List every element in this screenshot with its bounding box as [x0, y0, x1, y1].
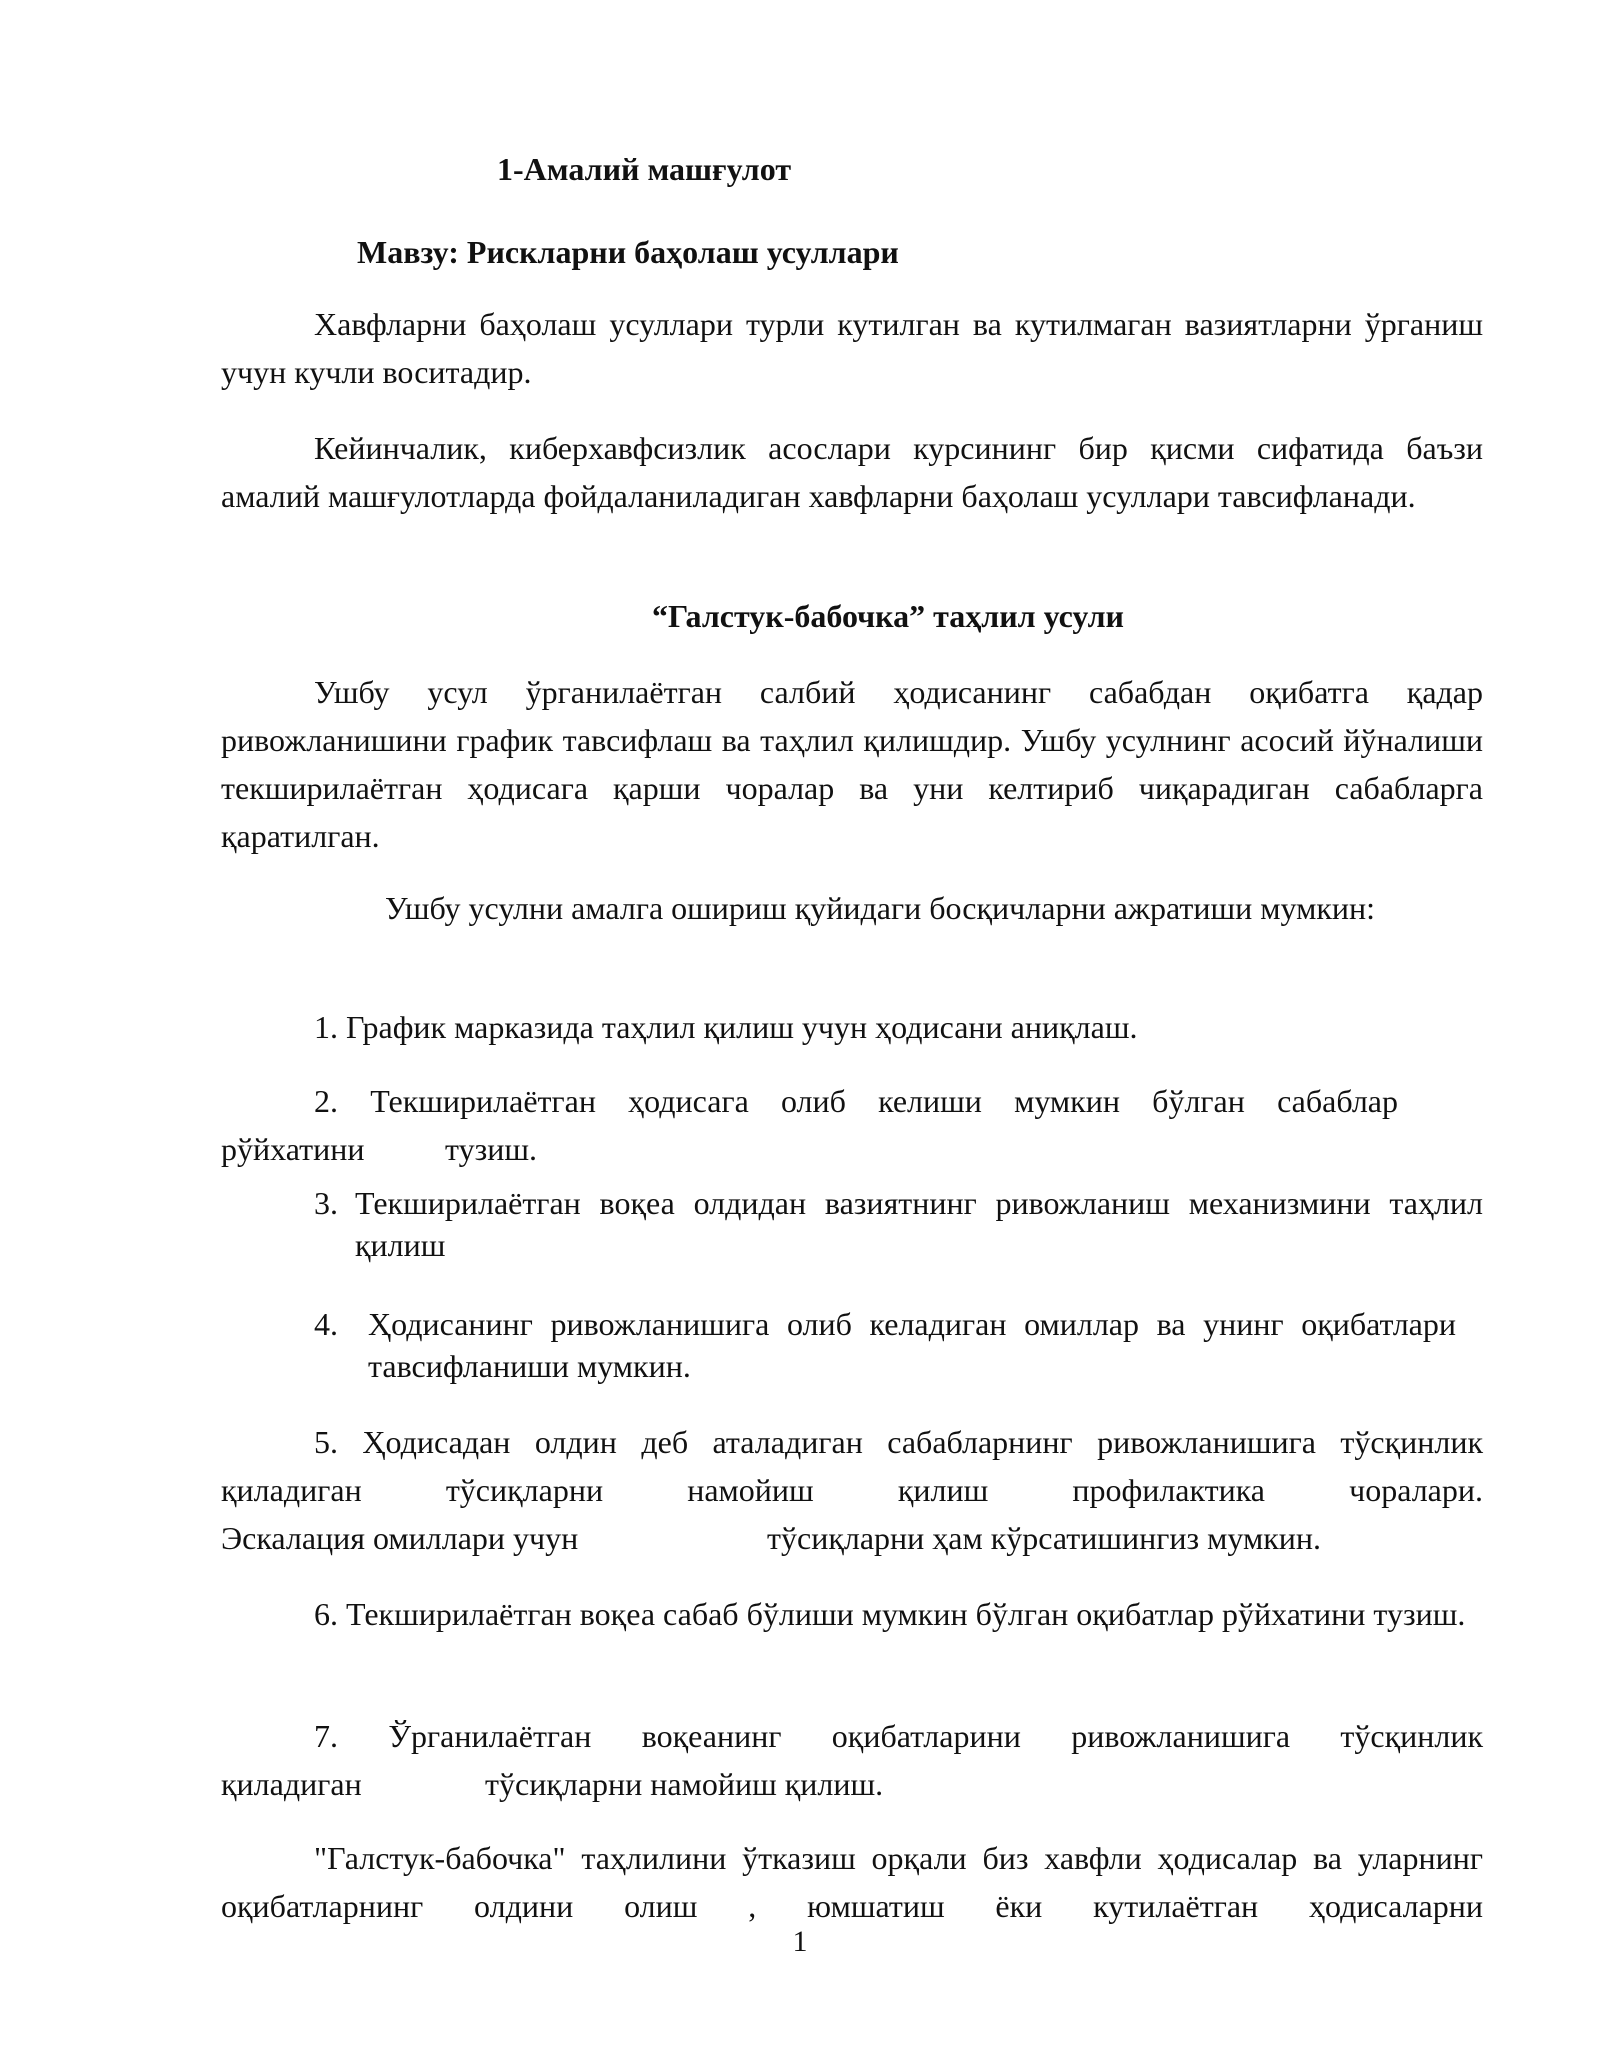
step-4: [314, 1303, 1456, 1387]
step-7-line1: 7. Ўрганилаётган воқеанинг оқибатларини ривожланишига тўсқинлик: [314, 1718, 1483, 1754]
step-4-text: Ҳодисанинг ривожланишига олиб келадиган омиллар ва унинг оқибатлари тавсифланиши мумкин.: [368, 1306, 1456, 1384]
step-2-line1: 2. Текширилаётган ҳодисага олиб келиши мумкин бўлган сабаблар: [314, 1083, 1398, 1119]
topic-heading: Мавзу: Рискларни баҳолаш усуллари: [357, 234, 899, 270]
step-3: [314, 1182, 1483, 1266]
step-6: 6. Текширилаётган воқеа сабаб бўлиши мумкин бўлган оқибатлар рўйхатини тузиш.: [314, 1596, 1466, 1632]
step-4-number: 4.: [314, 1306, 338, 1342]
step-3-number: 3.: [314, 1185, 338, 1221]
paragraph-method: Ушбу усул ўрганилаётган салбий ҳодисанинг сабабдан оқибатга қадар ривожланишини график тавсифлаш ва таҳлил қилишдир. Ушбу усулнинг асосий йўналиши текширилаётган ҳодисага қарши чоралар ва уни келтириб чиқарадиган сабабларга қаратилган.: [221, 674, 1483, 854]
step-5: 5. Ҳодисадан олдин деб аталадиган сабабларнинг ривожланишига тўсқинлик қиладиган тўсиқларни намойиш қилиш профилактика чоралари.: [221, 1424, 1483, 1508]
step-1: 1. График марказида таҳлил қилиш учун ҳодисани аниқлаш.: [314, 1009, 1138, 1045]
step-5-last-part1: Эскалация омиллари учун: [221, 1520, 579, 1556]
step-5-last-part2: тўсиқларни ҳам кўрсатишингиз мумкин.: [767, 1520, 1322, 1556]
step-7-line2-part2: тўсиқларни намойиш қилиш.: [485, 1766, 884, 1802]
section-title: “Галстук-бабочка” таҳлил усули: [652, 598, 1124, 634]
step-3-text: Текширилаётган воқеа олдидан вазиятнинг ривожланиш механизмини таҳлил қилиш: [355, 1185, 1483, 1263]
page-number: 1: [792, 1925, 808, 1958]
paragraph-intro: Хавфларни баҳолаш усуллари турли кутилган ва кутилмаган вазиятларни ўрганиш учун кучли воситадир.: [221, 306, 1483, 390]
paragraph-bowtie-summary: "Галстук-бабочка" таҳлилини ўтказиш орқали биз хавфли ҳодисалар ва уларнинг оқибатларнинг олдини олиш , юмшатиш ёки кутилаётган ҳодисаларни: [221, 1840, 1483, 1924]
step-2-line2-part1: рўйхатини: [221, 1131, 365, 1167]
practical-lesson-heading: 1-Амалий машғулот: [497, 151, 792, 187]
step-2-line2-part2: тузиш.: [445, 1131, 537, 1167]
step-7-line2-part1: қиладиган: [221, 1766, 362, 1802]
paragraph-course: Кейинчалик, киберхавфсизлик асослари курсининг бир қисми сифатида баъзи амалий машғулотларда фойдаланиладиган хавфларни баҳолаш усуллари тавсифланади.: [221, 430, 1483, 514]
steps-intro: Ушбу усулни амалга ошириш қуйидаги босқичларни ажратиши мумкин:: [385, 890, 1376, 926]
